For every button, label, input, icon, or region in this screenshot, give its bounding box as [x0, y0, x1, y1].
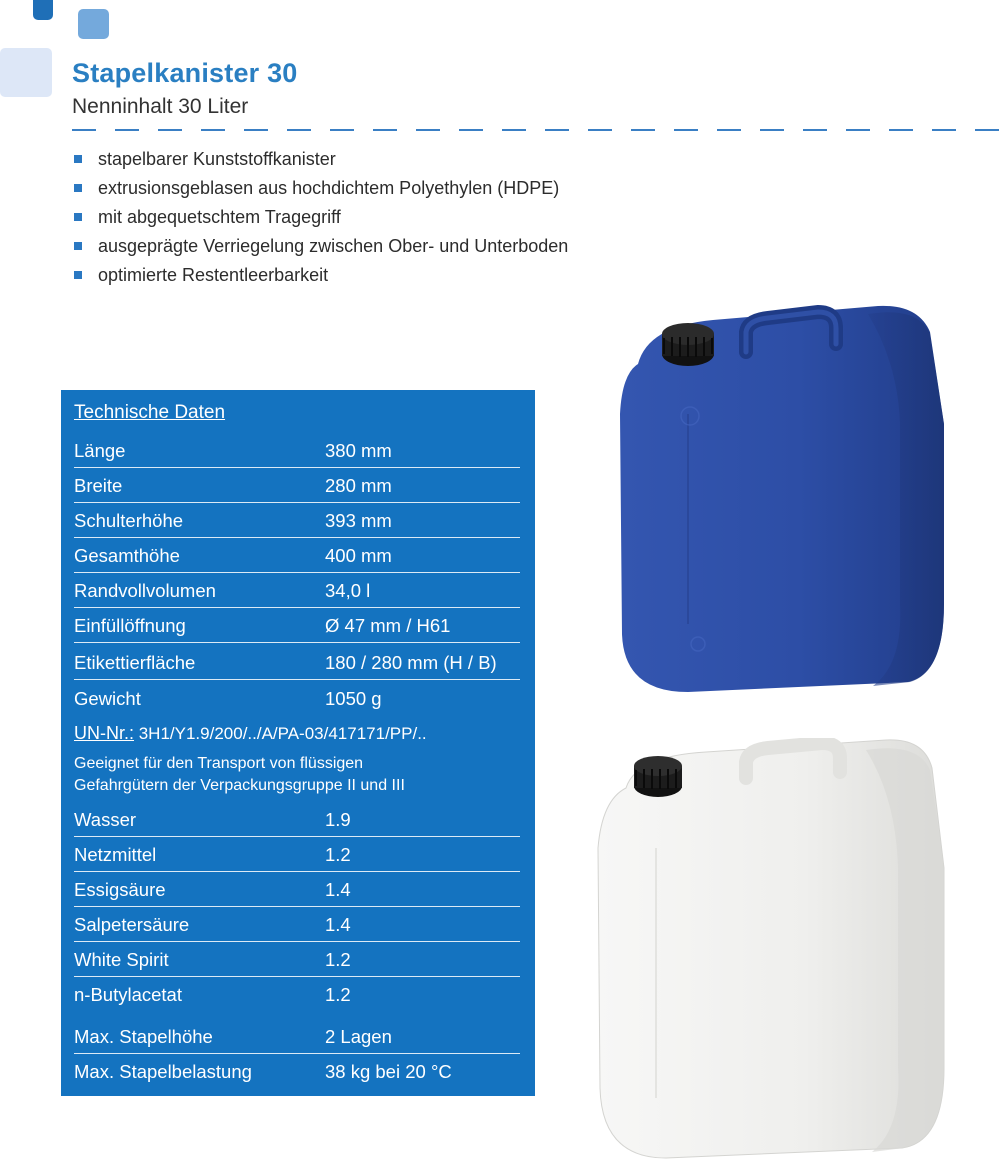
- decor-square-small: [33, 0, 53, 20]
- spec-label: Gewicht: [74, 688, 141, 709]
- substance-label: Netzmittel: [74, 844, 157, 865]
- bullet-square-icon: [74, 242, 82, 250]
- feature-item: [72, 203, 568, 232]
- feature-text: optimierte Restentleerbarkeit: [98, 265, 329, 285]
- spec-value: 180 / 280 mm (H / B): [325, 652, 497, 673]
- dashed-divider: [72, 128, 1000, 132]
- row-divider: [74, 941, 520, 942]
- substance-value: 1.2: [325, 844, 351, 865]
- feature-item: [72, 174, 568, 203]
- spec-value: 34,0 l: [325, 580, 371, 601]
- row-divider: [74, 976, 520, 977]
- bullet-square-icon: [74, 213, 82, 221]
- spec-label: Breite: [74, 475, 123, 496]
- row-divider: [74, 1053, 520, 1054]
- spec-label: Einfüllöffnung: [74, 615, 186, 636]
- feature-text: mit abgequetschtem Tragegriff: [98, 207, 341, 227]
- spec-value: 380 mm: [325, 440, 392, 461]
- row-divider: [74, 537, 520, 538]
- row-divider: [74, 871, 520, 872]
- row-divider: [74, 906, 520, 907]
- spec-value: 393 mm: [325, 510, 392, 531]
- feature-text: extrusionsgeblasen aus hochdichtem Polyethylen (HDPE): [98, 178, 560, 198]
- spec-value: Ø 47 mm / H61: [325, 615, 451, 636]
- blue-canister-icon: [618, 304, 948, 694]
- row-divider: [74, 642, 520, 643]
- row-divider: [74, 607, 520, 608]
- suitability-line: Gefahrgütern der Verpackungsgruppe II und III: [74, 777, 405, 794]
- row-divider: [74, 679, 520, 680]
- decor-square-large: [0, 48, 52, 97]
- substance-label: White Spirit: [74, 949, 169, 970]
- page-subtitle: Nenninhalt 30 Liter: [72, 95, 249, 118]
- spec-label: Randvollvolumen: [74, 580, 216, 601]
- bullet-square-icon: [74, 271, 82, 279]
- suitability-line: Geeignet für den Transport von flüssigen: [74, 755, 364, 772]
- bullet-square-icon: [74, 184, 82, 192]
- substance-label: n-Butylacetat: [74, 984, 182, 1005]
- stack-value: 38 kg bei 20 °C: [325, 1061, 452, 1082]
- feature-item: [72, 232, 568, 261]
- row-divider: [74, 572, 520, 573]
- stack-label: Max. Stapelbelastung: [74, 1061, 252, 1082]
- spec-label: Etikettierfläche: [74, 652, 196, 673]
- row-divider: [74, 502, 520, 503]
- un-number: [74, 723, 427, 744]
- suitability-note: [74, 753, 405, 797]
- stack-value: 2 Lagen: [325, 1026, 392, 1047]
- tech-data-panel: [61, 390, 535, 1096]
- decor-square-medium: [78, 9, 109, 39]
- feature-list: [72, 145, 568, 290]
- tech-heading: Technische Daten: [74, 402, 226, 423]
- un-value: 3H1/Y1.9/200/../A/PA-03/417171/PP/..: [134, 724, 427, 743]
- substance-value: 1.2: [325, 984, 351, 1005]
- feature-text: stapelbarer Kunststoffkanister: [98, 149, 336, 169]
- page-title: Stapelkanister 30: [72, 58, 298, 88]
- spec-label: Länge: [74, 440, 126, 461]
- substance-label: Wasser: [74, 809, 137, 830]
- spec-label: Schulterhöhe: [74, 510, 184, 531]
- feature-item: [72, 261, 568, 290]
- spec-value: 400 mm: [325, 545, 392, 566]
- un-label: UN-Nr.:: [74, 723, 134, 743]
- substance-label: Salpetersäure: [74, 914, 190, 935]
- substance-value: 1.9: [325, 809, 351, 830]
- substance-label: Essigsäure: [74, 879, 166, 900]
- substance-value: 1.4: [325, 879, 351, 900]
- stack-label: Max. Stapelhöhe: [74, 1026, 213, 1047]
- feature-text: ausgeprägte Verriegelung zwischen Ober- und Unterboden: [98, 236, 569, 256]
- row-divider: [74, 836, 520, 837]
- white-canister-icon: [596, 738, 948, 1160]
- spec-value: 1050 g: [325, 688, 382, 709]
- feature-item: [72, 145, 568, 174]
- substance-value: 1.2: [325, 949, 351, 970]
- bullet-square-icon: [74, 155, 82, 163]
- row-divider: [74, 467, 520, 468]
- spec-label: Gesamthöhe: [74, 545, 180, 566]
- spec-value: 280 mm: [325, 475, 392, 496]
- substance-value: 1.4: [325, 914, 351, 935]
